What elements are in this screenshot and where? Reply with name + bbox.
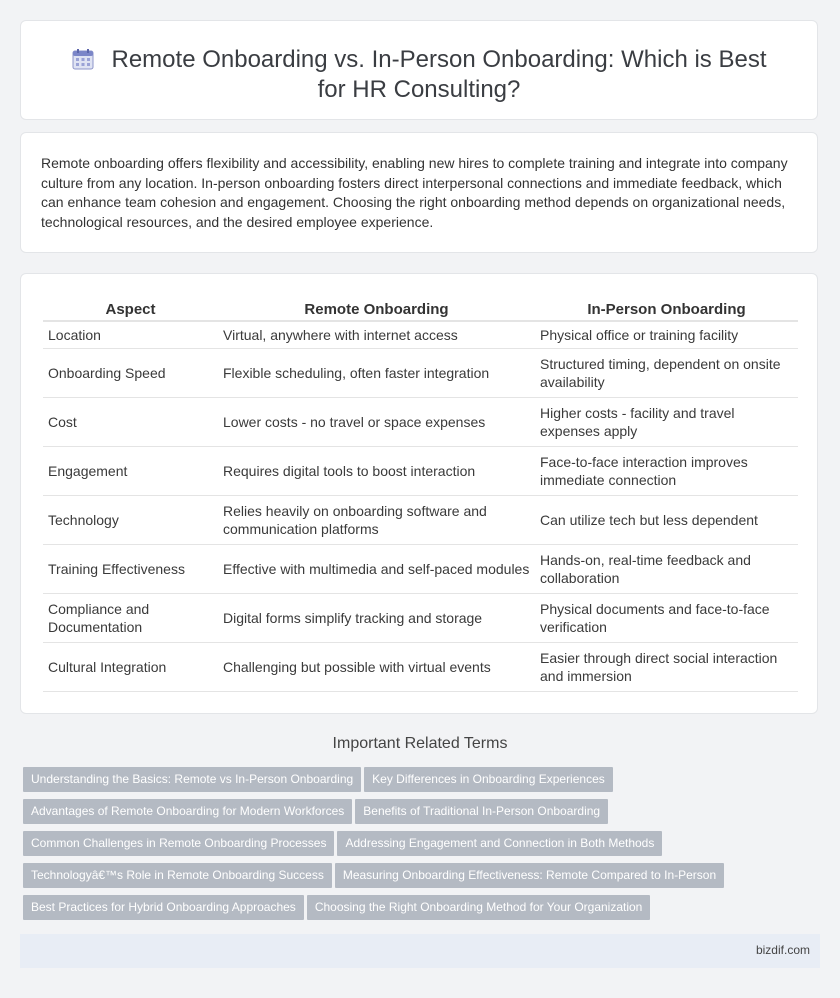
related-term-tag[interactable]: Technologyâ€™s Role in Remote Onboarding Success: [23, 863, 332, 888]
cell-in-person: Can utilize tech but less dependent: [535, 496, 798, 545]
intro-card: [20, 132, 818, 253]
related-terms-heading: Important Related Terms: [332, 735, 508, 752]
related-term-tag[interactable]: Understanding the Basics: Remote vs In-Person Onboarding: [23, 767, 361, 792]
cell-remote: Relies heavily on onboarding software and communication platforms: [218, 496, 535, 545]
title-card: [20, 20, 818, 120]
related-term-tag[interactable]: Benefits of Traditional In-Person Onboarding: [355, 799, 608, 824]
cell-in-person: Physical documents and face-to-face verification: [535, 594, 798, 643]
cell-aspect: Training Effectiveness: [43, 545, 218, 594]
cell-aspect: Compliance and Documentation: [43, 594, 218, 643]
related-term-tag[interactable]: Choosing the Right Onboarding Method for Your Organization: [307, 895, 651, 920]
related-term-tag[interactable]: Common Challenges in Remote Onboarding Processes: [23, 831, 334, 856]
header-in-person: In-Person Onboarding: [535, 296, 798, 322]
comparison-table: [43, 296, 798, 692]
cell-remote: Digital forms simplify tracking and storage: [218, 594, 535, 643]
cell-remote: Flexible scheduling, often faster integration: [218, 349, 535, 398]
cell-remote: Effective with multimedia and self-paced modules: [218, 545, 535, 594]
related-term-tag[interactable]: Addressing Engagement and Connection in Both Methods: [337, 831, 662, 856]
footer-site-link[interactable]: bizdif.com: [755, 943, 810, 957]
related-term-tag[interactable]: Measuring Onboarding Effectiveness: Remote Compared to In-Person: [335, 863, 724, 888]
table-row: [43, 398, 798, 447]
header-remote: Remote Onboarding: [218, 296, 535, 322]
page-title: [61, 45, 777, 105]
table-row: [43, 545, 798, 594]
related-term-tag[interactable]: Advantages of Remote Onboarding for Modern Workforces: [23, 799, 352, 824]
table-row: [43, 322, 798, 349]
cell-in-person: Face-to-face interaction improves immediate connection: [535, 447, 798, 496]
cell-aspect: Cost: [43, 398, 218, 447]
footer: [20, 934, 820, 968]
related-term-tag[interactable]: Best Practices for Hybrid Onboarding Approaches: [23, 895, 304, 920]
table-row: [43, 349, 798, 398]
table-row: [43, 594, 798, 643]
cell-in-person: Physical office or training facility: [535, 322, 798, 349]
cell-aspect: Technology: [43, 496, 218, 545]
cell-remote: Lower costs - no travel or space expenses: [218, 398, 535, 447]
table-row: [43, 496, 798, 545]
intro-paragraph: Remote onboarding offers flexibility and accessibility, enabling new hires to complete training and integrate into company culture from any location. In-person onboarding fosters direct interpersonal connections and immediate feedback, which can enhance team cohesion and engagement. Choosing the right onboarding method depends on organizational needs, technological resources, and the desired employee experience.: [41, 155, 788, 230]
cell-remote: Challenging but possible with virtual events: [218, 643, 535, 692]
comparison-card: [20, 273, 818, 714]
cell-in-person: Easier through direct social interaction and immersion: [535, 643, 798, 692]
related-term-tag[interactable]: Key Differences in Onboarding Experiences: [364, 767, 613, 792]
cell-in-person: Hands-on, real-time feedback and collaboration: [535, 545, 798, 594]
cell-aspect: Location: [43, 322, 218, 349]
cell-remote: Requires digital tools to boost interaction: [218, 447, 535, 496]
calendar-icon: [72, 48, 94, 70]
table-row: [43, 447, 798, 496]
header-aspect: Aspect: [43, 296, 218, 322]
page-title-text: Remote Onboarding vs. In-Person Onboarding: Which is Best for HR Consulting?: [111, 46, 767, 103]
cell-aspect: Engagement: [43, 447, 218, 496]
cell-aspect: Cultural Integration: [43, 643, 218, 692]
table-row: [43, 643, 798, 692]
related-terms-list: [23, 767, 823, 927]
cell-remote: Virtual, anywhere with internet access: [218, 322, 535, 349]
cell-aspect: Onboarding Speed: [43, 349, 218, 398]
cell-in-person: Structured timing, dependent on onsite availability: [535, 349, 798, 398]
table-header-row: [43, 296, 798, 322]
cell-in-person: Higher costs - facility and travel expenses apply: [535, 398, 798, 447]
